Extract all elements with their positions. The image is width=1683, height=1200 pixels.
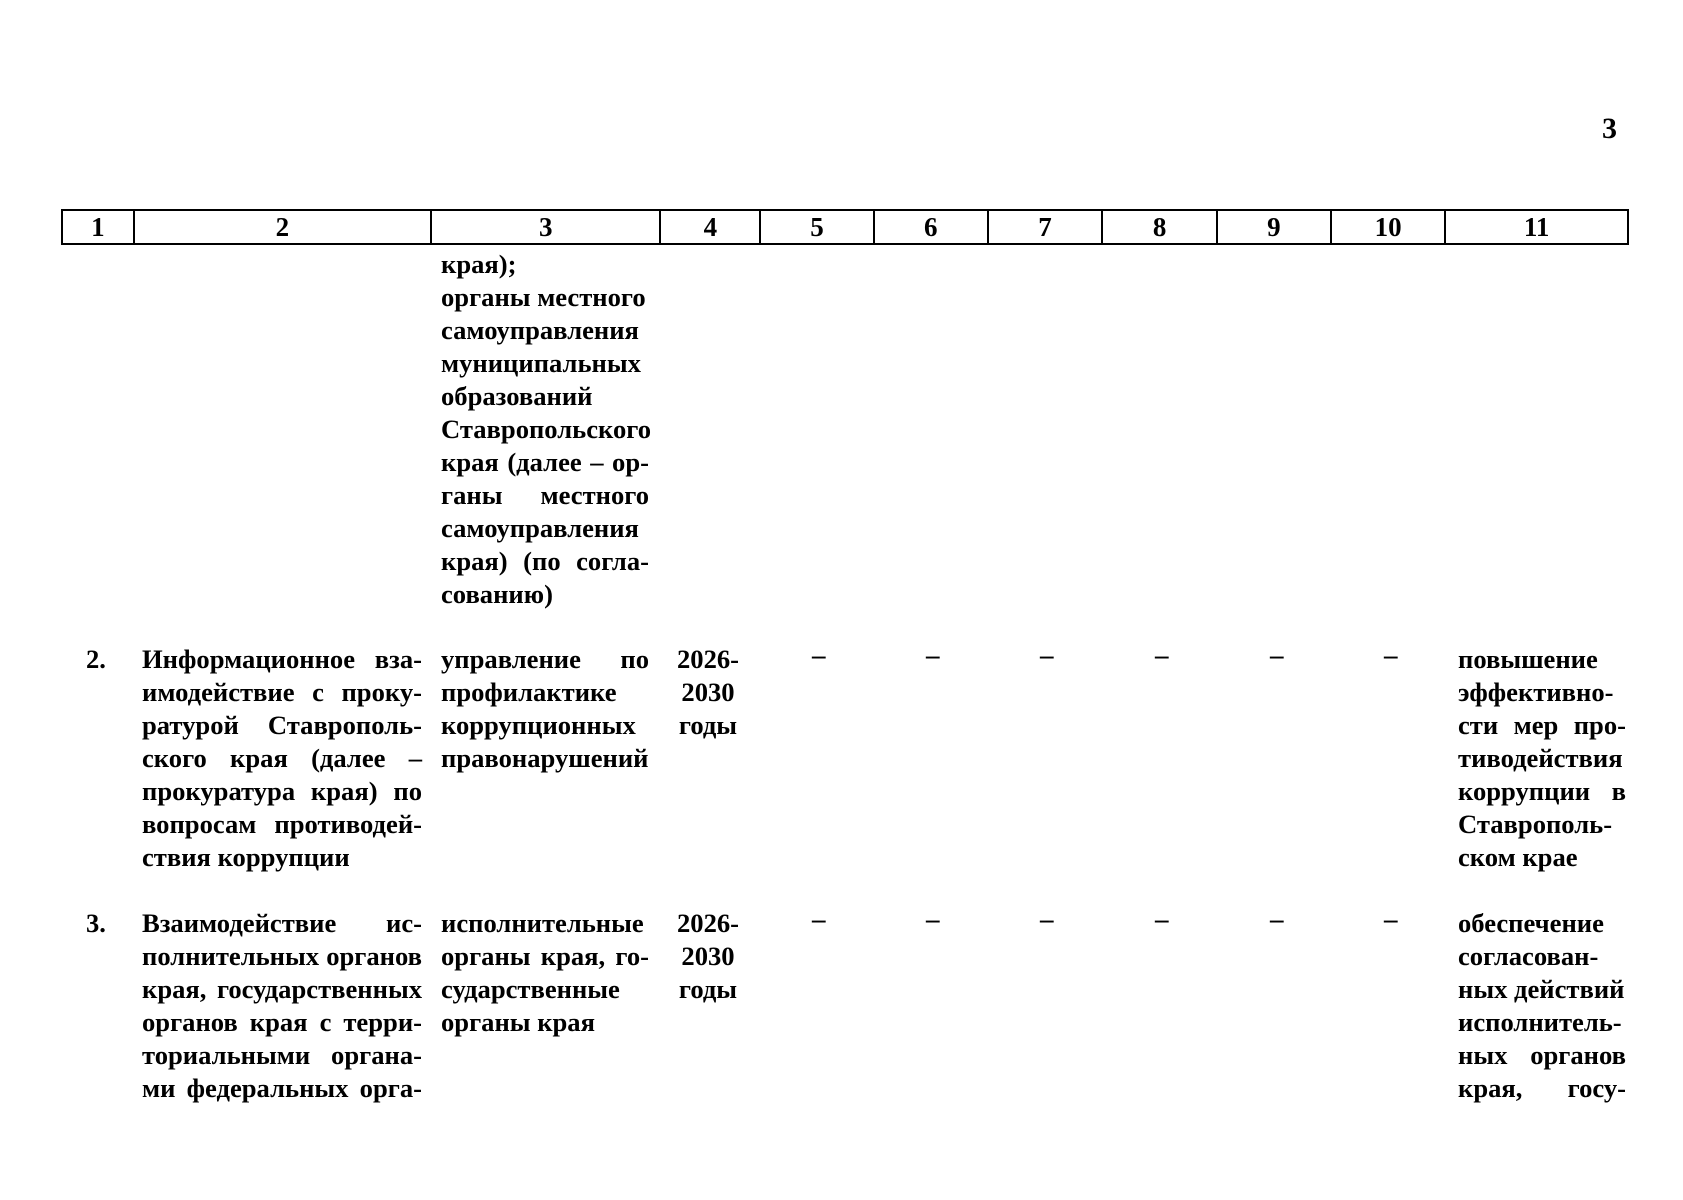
- dash-col9: –: [1270, 904, 1284, 934]
- dash-col5: –: [812, 904, 826, 934]
- text-line: 2030: [681, 941, 735, 971]
- header-col-10: 10: [1332, 211, 1447, 243]
- text-line: ствия коррупции: [142, 842, 350, 872]
- dash-col7: –: [1040, 640, 1054, 670]
- text-line: годы: [678, 974, 738, 1004]
- dash-col8: –: [1155, 640, 1169, 670]
- header-col-6: 6: [875, 211, 989, 243]
- text-line: Ставрополь-: [1458, 809, 1613, 839]
- dash-col8: –: [1155, 904, 1169, 934]
- text-line: коррупционных: [441, 710, 636, 740]
- dash-col10: –: [1384, 904, 1398, 934]
- text-line: ганы местного: [441, 480, 649, 510]
- text-line: края, государственных: [142, 974, 422, 1004]
- text-line: профилактике: [441, 677, 617, 707]
- text-line: управление по: [441, 644, 649, 674]
- dash-col6: –: [926, 904, 940, 934]
- header-col-11: 11: [1523, 212, 1550, 242]
- row-period: [668, 907, 748, 1006]
- text-line: органов края с терри-: [142, 1007, 422, 1037]
- text-line: повышение: [1458, 644, 1598, 674]
- text-line: края (далее – ор-: [441, 447, 649, 477]
- header-col-8: 8: [1103, 211, 1218, 243]
- header-col-2: 2: [135, 211, 432, 243]
- text-line: исполнительные: [441, 908, 644, 938]
- text-line: 2026-: [676, 908, 740, 938]
- header-col-4: 4: [661, 211, 761, 243]
- text-line: муниципальных: [441, 348, 641, 378]
- text-line: ратурой Ставрополь-: [142, 710, 422, 740]
- text-line: самоуправления: [441, 315, 639, 345]
- text-line: края) (по согла-: [441, 546, 649, 576]
- text-line: полнительных органов: [142, 941, 422, 971]
- text-line: края);: [441, 249, 517, 279]
- text-line: органы края, го-: [441, 941, 649, 971]
- text-line: эффективно-: [1458, 677, 1614, 707]
- text-line: Взаимодействие ис-: [142, 908, 422, 938]
- row-number: 2.: [86, 644, 106, 674]
- text-line: тиводействия: [1458, 743, 1623, 773]
- row-number: 3.: [86, 908, 106, 938]
- dash-col6: –: [926, 640, 940, 670]
- header-col-7: 7: [989, 211, 1104, 243]
- row-activity: [142, 643, 422, 874]
- text-line: годы: [678, 710, 738, 740]
- text-line: вопросам противодей-: [142, 809, 422, 839]
- dash-col9: –: [1270, 640, 1284, 670]
- text-line: прокуратура края) по: [142, 776, 422, 806]
- header-col-1: 1: [63, 211, 135, 243]
- row-result: [1458, 643, 1626, 874]
- header-col-5: 5: [761, 211, 875, 243]
- row-period: [668, 643, 748, 742]
- text-line: исполнитель-: [1458, 1007, 1622, 1037]
- text-line: обеспечение: [1458, 908, 1604, 938]
- row-activity: [142, 907, 422, 1105]
- header-col-3: 3: [432, 211, 661, 243]
- continuation-col3: [441, 248, 652, 611]
- text-line: ского края (далее –: [142, 743, 422, 773]
- text-line: сударственные: [441, 974, 620, 1004]
- text-line: сти мер про-: [1458, 710, 1626, 740]
- text-line: ском крае: [1458, 842, 1578, 872]
- text-line: края, госу-: [1458, 1073, 1626, 1103]
- header-col-9: 9: [1218, 211, 1332, 243]
- text-line: согласован-: [1458, 941, 1599, 971]
- page-number: 3: [1602, 112, 1617, 145]
- dash-col5: –: [812, 640, 826, 670]
- text-line: 2026-: [676, 644, 740, 674]
- text-line: Информационное вза-: [142, 644, 422, 674]
- text-line: правонарушений: [441, 743, 649, 773]
- text-line: сованию): [441, 579, 553, 609]
- text-line: образований: [441, 381, 593, 411]
- text-line: ных органов: [1458, 1040, 1626, 1070]
- text-line: самоуправления: [441, 513, 639, 543]
- text-line: Ставропольского: [441, 414, 652, 444]
- text-line: ми федеральных орга-: [142, 1073, 422, 1103]
- row-executor: [441, 643, 649, 775]
- text-line: органы местного: [441, 282, 646, 312]
- dash-col7: –: [1040, 904, 1054, 934]
- row-result: [1458, 907, 1626, 1105]
- text-line: ных действий: [1458, 974, 1625, 1004]
- text-line: ториальными органа-: [142, 1040, 422, 1070]
- text-line: 2030: [681, 677, 735, 707]
- text-line: коррупции в: [1458, 776, 1626, 806]
- text-line: органы края: [441, 1007, 595, 1037]
- text-line: имодействие с проку-: [142, 677, 422, 707]
- row-executor: [441, 907, 649, 1039]
- table-header-row: [61, 209, 1629, 245]
- dash-col10: –: [1384, 640, 1398, 670]
